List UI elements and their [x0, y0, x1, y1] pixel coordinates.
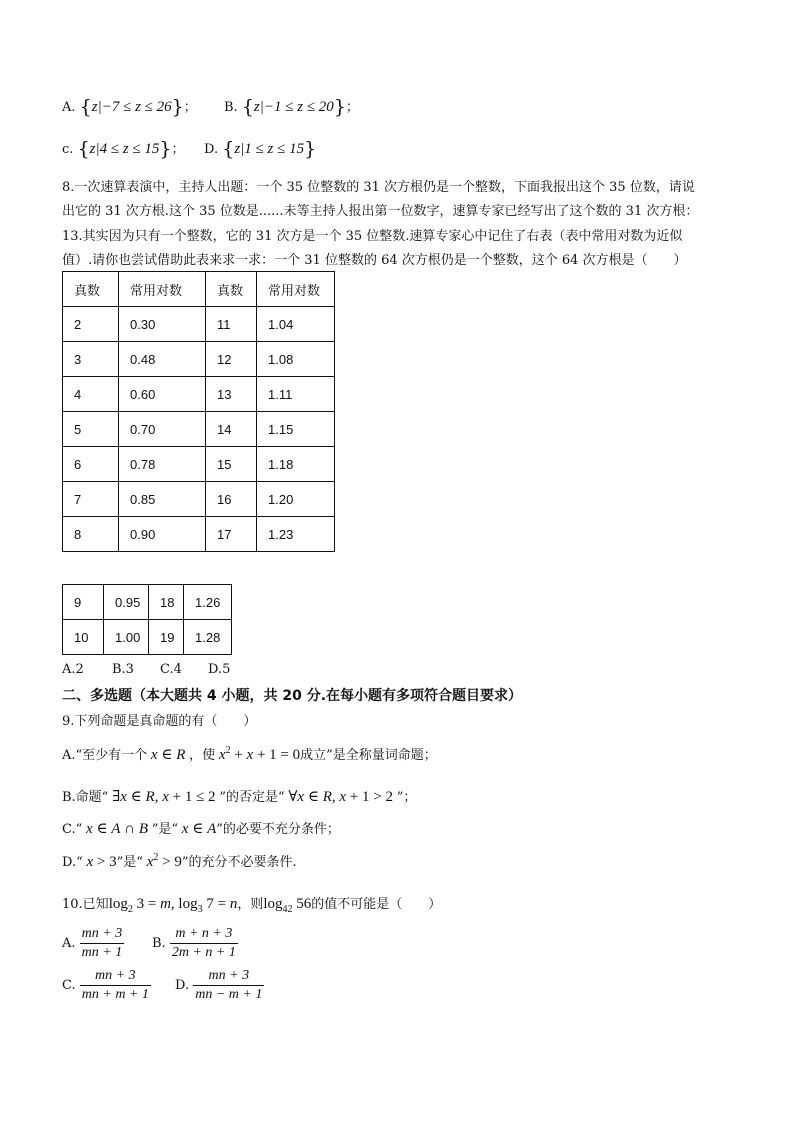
table-cell: 14	[206, 412, 257, 447]
table-cell: 0.78	[119, 447, 206, 482]
table-cell: 9	[63, 585, 104, 620]
q10-target: $\log_{42} 56$	[263, 896, 312, 915]
q9-option-a[interactable]: A.“至少有一个 x ∈ R ，使 $x^2 + x + 1 = 0$成立”是全称量词命题；	[62, 745, 437, 763]
header-cell: 常用对数	[119, 272, 206, 307]
table-cell: 1.20	[257, 482, 335, 517]
q9-a-math-1: x ∈ R	[150, 747, 186, 763]
table-cell: 16	[206, 482, 257, 517]
q8-line-1: 8.一次速算表演中，主持人出题：一个 35 位整数的 31 次方根仍是一个整数，下面我报出这个 35 位数，请说	[62, 180, 695, 195]
table-cell: 4	[63, 377, 119, 412]
table-cell: 18	[149, 585, 184, 620]
q9-stem: 9.下列命题是真命题的有（ ）	[62, 714, 257, 729]
header-cell: 真数	[63, 272, 119, 307]
table-cell: 1.11	[257, 377, 335, 412]
q10-option-a[interactable]: A. $\frac{mn + 3}{mn + 1}$	[62, 926, 123, 960]
table-row	[63, 620, 232, 655]
table-cell: 1.08	[257, 342, 335, 377]
q7-option-c[interactable]: c. {z|4 ≤ z ≤ 15}；	[62, 138, 185, 160]
table-cell: 7	[63, 482, 119, 517]
table-cell: 8	[63, 517, 119, 552]
q9-b-math-1: ∃x ∈ R, x + 1 ≤ 2	[108, 789, 220, 805]
table-cell: 19	[149, 620, 184, 655]
q10-option-c[interactable]: C. $\frac{mn + 3}{mn + m + 1}$	[62, 968, 149, 1002]
table-cell: 0.95	[104, 585, 149, 620]
q10-c-fraction: $\frac{mn + 3}{mn + m + 1}$	[81, 968, 149, 1002]
q8-option-c[interactable]: C.4	[160, 662, 182, 677]
table-row	[63, 585, 232, 620]
q9-d-math-2: $x^2 > 9$	[146, 852, 182, 870]
table-row	[63, 517, 335, 552]
table-row	[63, 482, 335, 517]
table-row	[63, 342, 335, 377]
table-cell: 1.23	[257, 517, 335, 552]
table-cell: 3	[63, 342, 119, 377]
q9-a-math-2: $x^2 + x + 1 = 0$	[218, 745, 301, 763]
q9-option-b[interactable]: B.命题“ ∃x ∈ R, x + 1 ≤ 2 ”的否定是“ ∀x ∈ R, x + 1 > 2 ”；	[62, 789, 417, 805]
q9-option-d[interactable]: D.“ x > 3”是“ $x^2 > 9$”的充分不必要条件.	[62, 852, 297, 870]
table-cell: 0.30	[119, 307, 206, 342]
log-table-continued	[62, 584, 232, 655]
q10-a-fraction: $\frac{mn + 3}{mn + 1}$	[81, 926, 123, 960]
log-table-main	[62, 271, 335, 552]
q8-line-3: 13.其实因为只有一个整数，它的 31 次方是一个 35 位整数.速算专家心中记住了右表（表中常用对数为近似	[62, 229, 683, 244]
q8-option-b[interactable]: B.3	[112, 662, 134, 677]
q8-line-4: 值）.请你也尝试借助此表来求一求：一个 31 位整数的 64 次方根仍是一个整数，这个 64 次方根是（ ）	[62, 253, 687, 268]
table-cell: 6	[63, 447, 119, 482]
table-cell: 13	[206, 377, 257, 412]
q9-c-math-1: x ∈ A ∩ B	[86, 821, 148, 837]
table-row	[63, 307, 335, 342]
q9-d-math-1: x > 3	[86, 854, 117, 870]
table-cell: 0.48	[119, 342, 206, 377]
table-row	[63, 412, 335, 447]
q7-b-set: z|−1 ≤ z ≤ 20	[253, 99, 334, 115]
header-cell: 常用对数	[257, 272, 335, 307]
table-cell: 2	[63, 307, 119, 342]
table-cell: 0.90	[119, 517, 206, 552]
q10-option-d[interactable]: D. $\frac{mn + 3}{mn - m + 1}$	[175, 968, 263, 1002]
q10-stem: 10.已知$\log_2 3 = m$, $\log_3 7 = n$，则$\log_{42} 56$的值不可能是（ ）	[62, 896, 442, 915]
q7-a-set: z|−7 ≤ z ≤ 26	[91, 99, 172, 115]
q9-option-c[interactable]: C.“ x ∈ A ∩ B ”是“ x ∈ A”的必要不充分条件；	[62, 821, 340, 837]
q7-d-set: z|1 ≤ z ≤ 15	[234, 141, 305, 157]
table-row	[63, 447, 335, 482]
q10-b-fraction: $\frac{m + n + 3}{2m + n + 1}$	[171, 926, 236, 960]
table-cell: 1.26	[184, 585, 232, 620]
table-row	[63, 377, 335, 412]
header-cell: 真数	[206, 272, 257, 307]
table-cell: 1.18	[257, 447, 335, 482]
table-cell: 0.85	[119, 482, 206, 517]
q7-option-d[interactable]: D. {z|1 ≤ z ≤ 15}	[204, 138, 317, 160]
q8-line-2: 出它的 31 次方根.这个 35 位数是......未等主持人报出第一位数字，速算专家已经写出了这个数的 31 次方根：	[62, 204, 699, 219]
q8-option-d[interactable]: D.5	[208, 662, 231, 677]
table-cell: 10	[63, 620, 104, 655]
log-table-header	[63, 272, 335, 307]
table-cell: 12	[206, 342, 257, 377]
table-cell: 1.00	[104, 620, 149, 655]
table-cell: 1.15	[257, 412, 335, 447]
q8-option-a[interactable]: A.2	[62, 662, 84, 677]
q10-d-fraction: $\frac{mn + 3}{mn - m + 1}$	[195, 968, 263, 1002]
q10-option-b[interactable]: B. $\frac{m + n + 3}{2m + n + 1}$	[152, 926, 236, 960]
q7-c-set: z|4 ≤ z ≤ 15	[89, 141, 160, 157]
section-2-title: 二、多选题（本大题共 4 小题，共 20 分.在每小题有多项符合题目要求）	[62, 688, 523, 704]
table-cell: 1.28	[184, 620, 232, 655]
q9-b-math-2: ∀x ∈ R, x + 1 > 2	[284, 789, 397, 805]
q7-option-b[interactable]: B. {z|−1 ≤ z ≤ 20}；	[224, 96, 359, 118]
table-cell: 0.70	[119, 412, 206, 447]
table-cell: 0.60	[119, 377, 206, 412]
table-cell: 5	[63, 412, 119, 447]
table-cell: 15	[206, 447, 257, 482]
table-cell: 1.04	[257, 307, 335, 342]
table-cell: 17	[206, 517, 257, 552]
q10-given: $\log_2 3 = m$, $\log_3 7 = n$	[108, 896, 238, 915]
q9-c-math-2: x ∈ A	[181, 821, 217, 837]
q7-option-a[interactable]: A. {z|−7 ≤ z ≤ 26}；	[62, 96, 197, 118]
table-cell: 11	[206, 307, 257, 342]
